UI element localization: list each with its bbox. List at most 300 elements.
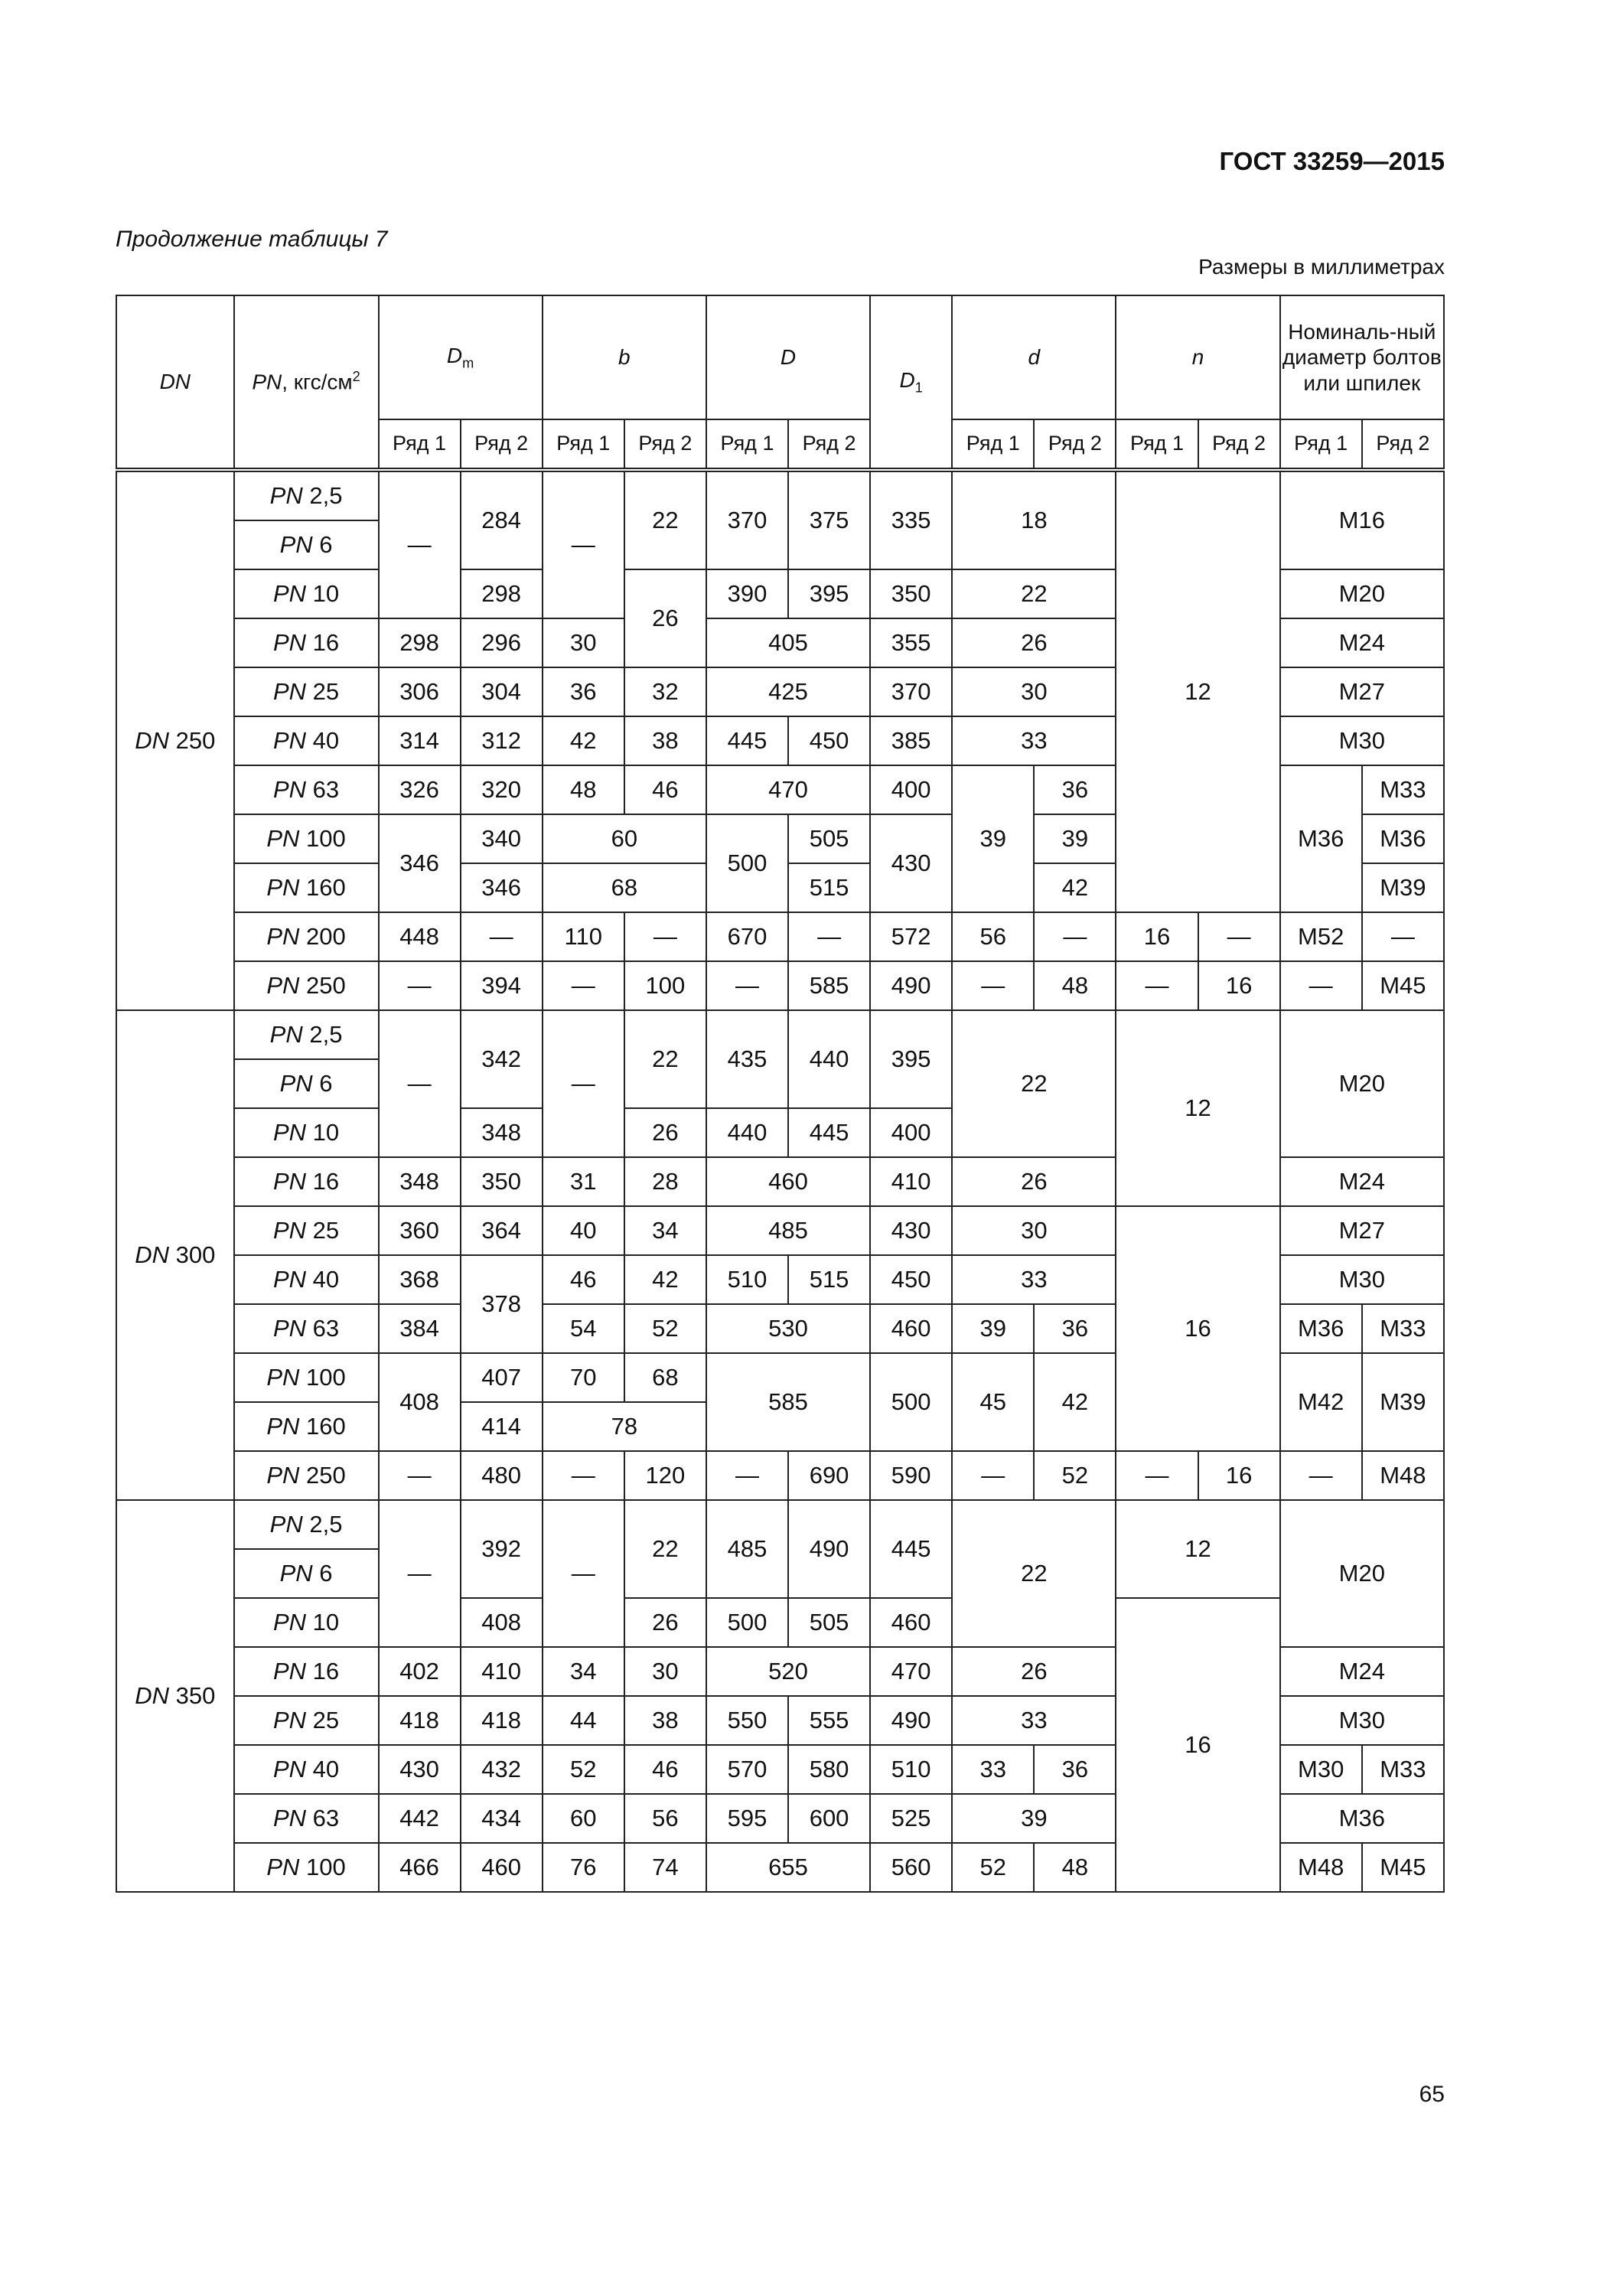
pn-prefix: PN xyxy=(272,727,307,755)
value-cell-bolt: M45 xyxy=(1362,961,1444,1010)
value-cell-bolt: M39 xyxy=(1362,863,1444,912)
value-cell-bolt: M27 xyxy=(1280,667,1444,716)
value-cell-bolt: M24 xyxy=(1280,618,1444,667)
value-cell-n: — xyxy=(1116,961,1198,1010)
value-cell-d: 440 xyxy=(788,1010,870,1108)
pn-cell xyxy=(234,1255,379,1304)
value-cell-d: 33 xyxy=(952,1255,1116,1304)
value-cell-d: 500 xyxy=(706,814,788,912)
value-cell-d1: 560 xyxy=(870,1843,952,1892)
value-cell-dm: — xyxy=(461,912,543,961)
value-cell-dm: 346 xyxy=(379,814,461,912)
value-cell-bolt: M33 xyxy=(1362,1745,1444,1794)
value-cell-n: 16 xyxy=(1116,912,1198,961)
value-cell-dm: 348 xyxy=(379,1157,461,1206)
value-cell-d: 56 xyxy=(952,912,1034,961)
pn-cell xyxy=(234,1157,379,1206)
value-cell-dm: — xyxy=(379,1451,461,1500)
value-cell-dm: 348 xyxy=(461,1108,543,1157)
value-cell-bolt: M24 xyxy=(1280,1647,1444,1696)
value-cell-d1: 370 xyxy=(870,667,952,716)
value-cell-dm: 410 xyxy=(461,1647,543,1696)
value-cell-dm: 306 xyxy=(379,667,461,716)
value-cell-d: 505 xyxy=(788,814,870,863)
value-cell-d: 33 xyxy=(952,1696,1116,1745)
value-cell-d1: 350 xyxy=(870,569,952,618)
value-cell-b: 56 xyxy=(624,1794,706,1843)
pn-prefix: PN xyxy=(272,1707,307,1734)
pn-value: 100 xyxy=(306,1364,346,1391)
value-cell-dm: 350 xyxy=(461,1157,543,1206)
value-cell-d: 33 xyxy=(952,716,1116,765)
value-cell-d1: 385 xyxy=(870,716,952,765)
value-cell-dm: 314 xyxy=(379,716,461,765)
value-cell-d: 670 xyxy=(706,912,788,961)
header-d-hole: d xyxy=(952,295,1116,419)
value-cell-d: 370 xyxy=(706,470,788,569)
value-cell-n: 12 xyxy=(1116,1010,1279,1206)
pn-cell xyxy=(234,1402,379,1451)
pn-prefix: PN xyxy=(266,1413,300,1440)
pn-value: 6 xyxy=(319,1560,333,1587)
pn-cell xyxy=(234,667,379,716)
pn-prefix: PN xyxy=(272,580,307,608)
value-cell-dm: 480 xyxy=(461,1451,543,1500)
value-cell-d: 18 xyxy=(952,470,1116,569)
pn-prefix: PN xyxy=(266,1854,300,1881)
value-cell-b: 22 xyxy=(624,470,706,569)
dn-value: 300 xyxy=(175,1241,216,1269)
pn-value: 16 xyxy=(312,1658,340,1685)
value-cell-d1: 500 xyxy=(870,1353,952,1451)
value-cell-dm: 408 xyxy=(379,1353,461,1451)
value-cell-dm: 460 xyxy=(461,1843,543,1892)
value-cell-d1: 410 xyxy=(870,1157,952,1206)
pn-prefix: PN xyxy=(269,482,303,510)
header-row1: Ряд 1 xyxy=(543,419,624,470)
pn-prefix: PN xyxy=(272,776,307,804)
value-cell-d1: 490 xyxy=(870,961,952,1010)
value-cell-d1: 355 xyxy=(870,618,952,667)
pn-value: 40 xyxy=(312,727,340,755)
value-cell-dm: 407 xyxy=(461,1353,543,1402)
value-cell-d: 555 xyxy=(788,1696,870,1745)
value-cell-bolt: M30 xyxy=(1280,1696,1444,1745)
table-body xyxy=(116,295,1444,1892)
value-cell-b: 42 xyxy=(543,716,624,765)
value-cell-dm: 434 xyxy=(461,1794,543,1843)
value-cell-bolt: M30 xyxy=(1280,1745,1362,1794)
value-cell-bolt: — xyxy=(1280,1451,1362,1500)
pn-cell xyxy=(234,1598,379,1647)
value-cell-bolt: M52 xyxy=(1280,912,1362,961)
value-cell-b: 70 xyxy=(543,1353,624,1402)
value-cell-bolt: M48 xyxy=(1280,1843,1362,1892)
value-cell-b: 60 xyxy=(543,814,706,863)
value-cell-dm: 304 xyxy=(461,667,543,716)
pn-cell xyxy=(234,765,379,814)
pn-cell xyxy=(234,961,379,1010)
value-cell-b: 31 xyxy=(543,1157,624,1206)
value-cell-d: 530 xyxy=(706,1304,870,1353)
value-cell-d: 52 xyxy=(952,1843,1034,1892)
table-row xyxy=(116,1500,1444,1549)
pn-value: 250 xyxy=(306,1462,346,1489)
value-cell-bolt: M48 xyxy=(1362,1451,1444,1500)
value-cell-dm: 342 xyxy=(461,1010,543,1108)
value-cell-b: 26 xyxy=(624,1108,706,1157)
value-cell-bolt: — xyxy=(1362,912,1444,961)
value-cell-bolt: — xyxy=(1280,961,1362,1010)
value-cell-bolt: M27 xyxy=(1280,1206,1444,1255)
pn-cell xyxy=(234,863,379,912)
pn-cell xyxy=(234,1059,379,1108)
value-cell-b: 32 xyxy=(624,667,706,716)
value-cell-d: 45 xyxy=(952,1353,1034,1451)
header-n: n xyxy=(1116,295,1279,419)
pn-value: 25 xyxy=(312,1707,340,1734)
header-row1: Ряд 1 xyxy=(379,419,461,470)
value-cell-d: 22 xyxy=(952,569,1116,618)
value-cell-d: — xyxy=(952,1451,1034,1500)
value-cell-dm: 296 xyxy=(461,618,543,667)
value-cell-b: — xyxy=(543,1010,624,1157)
value-cell-dm: 346 xyxy=(461,863,543,912)
pn-value: 6 xyxy=(319,1070,333,1097)
value-cell-d1: 572 xyxy=(870,912,952,961)
value-cell-d1: 490 xyxy=(870,1696,952,1745)
value-cell-d: 375 xyxy=(788,470,870,569)
value-cell-d: 36 xyxy=(1034,765,1116,814)
value-cell-dm: — xyxy=(379,961,461,1010)
pn-value: 10 xyxy=(312,1119,340,1146)
pn-prefix: PN xyxy=(272,1266,307,1293)
dn-value: 250 xyxy=(175,727,216,755)
value-cell-d: 42 xyxy=(1034,1353,1116,1451)
value-cell-d: 42 xyxy=(1034,863,1116,912)
value-cell-n: 16 xyxy=(1116,1206,1279,1451)
pn-value: 16 xyxy=(312,1168,340,1195)
pn-prefix: PN xyxy=(266,1364,300,1391)
value-cell-n: — xyxy=(1198,912,1280,961)
pn-value: 2,5 xyxy=(309,482,343,510)
value-cell-d1: 590 xyxy=(870,1451,952,1500)
value-cell-dm: 312 xyxy=(461,716,543,765)
value-cell-b: 68 xyxy=(624,1353,706,1402)
pn-value: 160 xyxy=(306,874,346,902)
header-row1: Ряд 1 xyxy=(952,419,1034,470)
value-cell-d: 490 xyxy=(788,1500,870,1598)
value-cell-bolt: M36 xyxy=(1280,1794,1444,1843)
pn-prefix: PN xyxy=(279,1070,313,1097)
value-cell-dm: 442 xyxy=(379,1794,461,1843)
dn-cell xyxy=(116,1500,234,1892)
value-cell-n: 16 xyxy=(1198,961,1280,1010)
value-cell-b: 46 xyxy=(624,765,706,814)
value-cell-d: — xyxy=(1034,912,1116,961)
value-cell-b: 60 xyxy=(543,1794,624,1843)
pn-cell xyxy=(234,1500,379,1549)
value-cell-d: 52 xyxy=(1034,1451,1116,1500)
value-cell-d1: 400 xyxy=(870,765,952,814)
value-cell-d: 425 xyxy=(706,667,870,716)
pn-cell xyxy=(234,814,379,863)
value-cell-dm: 408 xyxy=(461,1598,543,1647)
value-cell-d: 500 xyxy=(706,1598,788,1647)
pn-cell xyxy=(234,1451,379,1500)
document-header: ГОСТ 33259—2015 xyxy=(1219,147,1445,175)
pn-cell xyxy=(234,1696,379,1745)
value-cell-dm: 384 xyxy=(379,1304,461,1353)
value-cell-b: 76 xyxy=(543,1843,624,1892)
value-cell-d: 26 xyxy=(952,1157,1116,1206)
pn-cell xyxy=(234,1353,379,1402)
table-row xyxy=(116,912,1444,961)
value-cell-d: 585 xyxy=(788,961,870,1010)
value-cell-d: 445 xyxy=(706,716,788,765)
pn-value: 100 xyxy=(306,825,346,853)
value-cell-d: 26 xyxy=(952,618,1116,667)
value-cell-b: 48 xyxy=(543,765,624,814)
pn-cell xyxy=(234,569,379,618)
value-cell-dm: 394 xyxy=(461,961,543,1010)
pn-prefix: PN xyxy=(279,531,313,559)
header-row xyxy=(116,295,1444,419)
value-cell-d1: 430 xyxy=(870,1206,952,1255)
value-cell-b: 26 xyxy=(624,569,706,667)
value-cell-d1: 335 xyxy=(870,470,952,569)
header-dm: $D_m$ xyxy=(379,295,543,419)
value-cell-bolt: M39 xyxy=(1362,1353,1444,1451)
pn-cell xyxy=(234,1304,379,1353)
value-cell-dm: 368 xyxy=(379,1255,461,1304)
pn-prefix: PN xyxy=(266,874,300,902)
pn-cell xyxy=(234,1010,379,1059)
value-cell-n: 12 xyxy=(1116,470,1279,912)
value-cell-n: — xyxy=(1116,1451,1198,1500)
value-cell-b: 38 xyxy=(624,1696,706,1745)
value-cell-d: 39 xyxy=(952,765,1034,912)
value-cell-d: 440 xyxy=(706,1108,788,1157)
value-cell-b: 34 xyxy=(624,1206,706,1255)
value-cell-dm: 364 xyxy=(461,1206,543,1255)
pn-prefix: PN xyxy=(272,1119,307,1146)
value-cell-d: — xyxy=(706,1451,788,1500)
value-cell-bolt: M33 xyxy=(1362,765,1444,814)
value-cell-d: 390 xyxy=(706,569,788,618)
value-cell-d: 33 xyxy=(952,1745,1034,1794)
value-cell-dm: 448 xyxy=(379,912,461,961)
value-cell-d: 26 xyxy=(952,1647,1116,1696)
pn-prefix: PN xyxy=(272,1805,307,1832)
value-cell-dm: 360 xyxy=(379,1206,461,1255)
pn-prefix: PN xyxy=(272,1217,307,1244)
header-row2: Ряд 2 xyxy=(1034,419,1116,470)
value-cell-dm: — xyxy=(379,1500,461,1647)
value-cell-d: 36 xyxy=(1034,1304,1116,1353)
header-d1: $D_1$ xyxy=(870,295,952,470)
value-cell-bolt: M36 xyxy=(1280,765,1362,912)
pn-prefix: PN xyxy=(272,1756,307,1783)
value-cell-d1: 460 xyxy=(870,1598,952,1647)
value-cell-d1: 460 xyxy=(870,1304,952,1353)
table-caption: Продолжение таблицы 7 xyxy=(116,227,388,252)
pn-value: 63 xyxy=(312,1315,340,1342)
header-row2: Ряд 2 xyxy=(1198,419,1280,470)
value-cell-d: 600 xyxy=(788,1794,870,1843)
pn-cell xyxy=(234,1843,379,1892)
header-row2: Ряд 2 xyxy=(788,419,870,470)
value-cell-bolt: M20 xyxy=(1280,1010,1444,1157)
value-cell-b: 22 xyxy=(624,1500,706,1598)
value-cell-d: 36 xyxy=(1034,1745,1116,1794)
value-cell-b: 52 xyxy=(543,1745,624,1794)
value-cell-d: 30 xyxy=(952,667,1116,716)
page-number: 65 xyxy=(1419,2082,1445,2107)
value-cell-b: 42 xyxy=(624,1255,706,1304)
value-cell-b: — xyxy=(543,961,624,1010)
pn-prefix: PN xyxy=(272,629,307,657)
value-cell-d: 39 xyxy=(952,1794,1116,1843)
pn-value: 2,5 xyxy=(309,1511,343,1538)
header-bolts: Номиналь-ный диаметр болтов или шпилек xyxy=(1280,295,1444,419)
value-cell-bolt: M30 xyxy=(1280,716,1444,765)
value-cell-d: — xyxy=(788,912,870,961)
pn-prefix: PN xyxy=(272,1658,307,1685)
value-cell-d1: 400 xyxy=(870,1108,952,1157)
value-cell-n: 16 xyxy=(1116,1598,1279,1892)
value-cell-bolt: M24 xyxy=(1280,1157,1444,1206)
value-cell-bolt: M33 xyxy=(1362,1304,1444,1353)
pn-cell xyxy=(234,618,379,667)
table-row xyxy=(116,961,1444,1010)
value-cell-b: 54 xyxy=(543,1304,624,1353)
dn-prefix: DN xyxy=(135,727,169,755)
pn-cell xyxy=(234,1794,379,1843)
pn-cell xyxy=(234,520,379,569)
value-cell-b: 30 xyxy=(543,618,624,667)
value-cell-d: 435 xyxy=(706,1010,788,1108)
value-cell-bolt: M20 xyxy=(1280,1500,1444,1647)
dn-prefix: DN xyxy=(135,1682,169,1710)
value-cell-b: 38 xyxy=(624,716,706,765)
pn-cell xyxy=(234,912,379,961)
value-cell-d: 405 xyxy=(706,618,870,667)
value-cell-b: 30 xyxy=(624,1647,706,1696)
value-cell-dm: — xyxy=(379,470,461,618)
pn-prefix: PN xyxy=(272,1609,307,1636)
pn-prefix: PN xyxy=(272,678,307,706)
value-cell-d1: 525 xyxy=(870,1794,952,1843)
value-cell-d: 470 xyxy=(706,765,870,814)
value-cell-b: 46 xyxy=(543,1255,624,1304)
value-cell-dm: 430 xyxy=(379,1745,461,1794)
table-row xyxy=(116,1206,1444,1255)
value-cell-d1: 470 xyxy=(870,1647,952,1696)
value-cell-d: — xyxy=(706,961,788,1010)
value-cell-n: 16 xyxy=(1198,1451,1280,1500)
value-cell-d: — xyxy=(952,961,1034,1010)
pn-cell xyxy=(234,1549,379,1598)
value-cell-b: 52 xyxy=(624,1304,706,1353)
pn-value: 200 xyxy=(306,923,346,951)
pn-value: 100 xyxy=(306,1854,346,1881)
value-cell-d: 39 xyxy=(1034,814,1116,863)
value-cell-dm: — xyxy=(379,1010,461,1157)
value-cell-b: 46 xyxy=(624,1745,706,1794)
value-cell-d: 510 xyxy=(706,1255,788,1304)
value-cell-b: — xyxy=(543,1500,624,1647)
pn-value: 6 xyxy=(319,531,333,559)
pn-prefix: PN xyxy=(266,1462,300,1489)
units-note: Размеры в миллиметрах xyxy=(1198,255,1445,279)
value-cell-d: 580 xyxy=(788,1745,870,1794)
value-cell-d: 655 xyxy=(706,1843,870,1892)
table-row xyxy=(116,1010,1444,1059)
value-cell-d: 570 xyxy=(706,1745,788,1794)
value-cell-d: 48 xyxy=(1034,1843,1116,1892)
value-cell-bolt: M20 xyxy=(1280,569,1444,618)
value-cell-d: 485 xyxy=(706,1500,788,1598)
value-cell-dm: 320 xyxy=(461,765,543,814)
value-cell-d: 22 xyxy=(952,1500,1116,1647)
pn-cell xyxy=(234,1647,379,1696)
pn-value: 10 xyxy=(312,580,340,608)
dn-cell xyxy=(116,1010,234,1500)
header-pn: PN, кгс/$см^2$ xyxy=(234,295,379,470)
value-cell-d: 515 xyxy=(788,863,870,912)
pn-prefix: PN xyxy=(266,825,300,853)
flange-dimensions-table xyxy=(116,295,1445,1893)
pn-cell xyxy=(234,716,379,765)
pn-cell xyxy=(234,1108,379,1157)
value-cell-dm: 402 xyxy=(379,1647,461,1696)
value-cell-dm: 432 xyxy=(461,1745,543,1794)
header-b: b xyxy=(543,295,706,419)
value-cell-b: — xyxy=(624,912,706,961)
value-cell-d: 550 xyxy=(706,1696,788,1745)
value-cell-d: 595 xyxy=(706,1794,788,1843)
value-cell-b: 26 xyxy=(624,1598,706,1647)
header-row2: Ряд 2 xyxy=(624,419,706,470)
pn-value: 40 xyxy=(312,1266,340,1293)
pn-value: 2,5 xyxy=(309,1021,343,1049)
value-cell-d: 585 xyxy=(706,1353,870,1451)
table-row xyxy=(116,1451,1444,1500)
value-cell-bolt: M36 xyxy=(1362,814,1444,863)
value-cell-b: 34 xyxy=(543,1647,624,1696)
pn-value: 16 xyxy=(312,629,340,657)
value-cell-n: 12 xyxy=(1116,1500,1279,1598)
dn-cell xyxy=(116,470,234,1010)
pn-prefix: PN xyxy=(269,1511,303,1538)
value-cell-bolt: M42 xyxy=(1280,1353,1362,1451)
value-cell-dm: 378 xyxy=(461,1255,543,1353)
value-cell-d: 39 xyxy=(952,1304,1034,1353)
value-cell-d: 505 xyxy=(788,1598,870,1647)
value-cell-b: 22 xyxy=(624,1010,706,1108)
pn-value: 160 xyxy=(306,1413,346,1440)
pn-value: 25 xyxy=(312,1217,340,1244)
value-cell-b: 68 xyxy=(543,863,706,912)
dn-prefix: DN xyxy=(135,1241,169,1269)
header-dn: DN xyxy=(116,295,234,470)
pn-cell xyxy=(234,1206,379,1255)
value-cell-d: 22 xyxy=(952,1010,1116,1157)
value-cell-b: 28 xyxy=(624,1157,706,1206)
value-cell-bolt: M16 xyxy=(1280,470,1444,569)
value-cell-b: 74 xyxy=(624,1843,706,1892)
